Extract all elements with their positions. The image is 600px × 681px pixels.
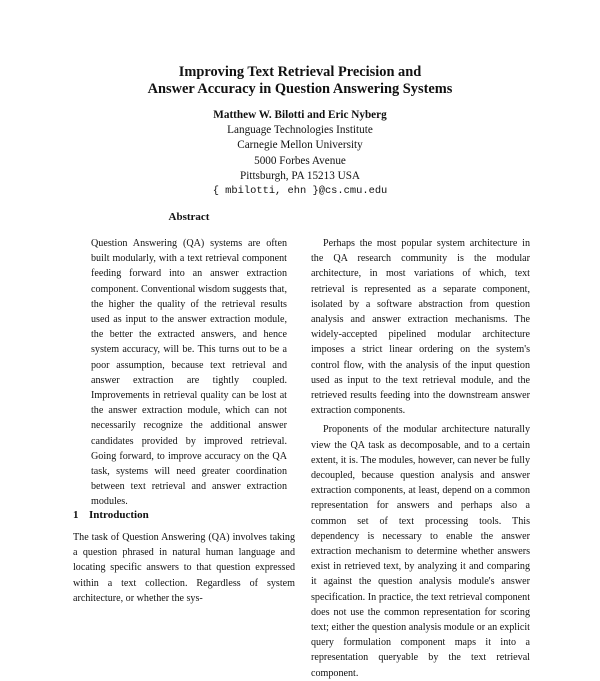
author-emails: { mbilotti, ehn }@cs.cmu.edu [212, 185, 388, 198]
affiliation-institute: Language Technologies Institute [227, 124, 373, 136]
title-line-2: Answer Accuracy in Question Answering Systems [147, 81, 453, 97]
paragraph-architecture: Perhaps the most popular system architecture in the QA research community is the modular architecture, in most variations of which, text retrieval is represented as a separate component, isolated by a software abstraction from question analysis and answer extraction mechanisms. The widely-accepted pipelined modular architecture imposes a strict linear ordering on the system's control flow, with the analysis of the input question used as input to the text retrieval module, and the retrieved results feeding into the downstream answer extraction components. [311, 238, 530, 417]
affiliation-street: 5000 Forbes Avenue [254, 154, 346, 167]
section-heading-introduction [73, 508, 149, 522]
author-names: Matthew W. Bilotti and Eric Nyberg [213, 109, 387, 121]
affiliation-university: Carnegie Mellon University [237, 139, 363, 152]
abstract-heading: Abstract [168, 211, 210, 223]
abstract-text: Question Answering (QA) systems are often built modularly, with a text retrieval component feeding forward into an answer extraction component. Conventional wisdom suggests that, the higher the quality of the retrieval results used as input to the answer extraction module, the better the extracted answers, and hence system accuracy, will be. This turns out to be a poor assumption, because text retrieval and answer extraction are tightly coupled. Improvements in retrieval quality can be lost at the answer extraction module, which can not necessarily recognize the additional answer candidates provided by improved retrieval. Going forward, to improve accuracy on the QA task, systems will need greater coordination between text retrieval and answer extraction modules. [91, 238, 287, 508]
paper-title [0, 64, 600, 98]
introduction-text: The task of Question Answering (QA) involves taking a question phrased in natural human language and locating specific answers to that question expressed within a text collection. Regardless of system architecture, or whether the sys- [73, 532, 295, 604]
affiliation-city: Pittsburgh, PA 15213 USA [240, 169, 360, 182]
right-column [311, 236, 530, 681]
title-line-1: Improving Text Retrieval Precision and [178, 64, 422, 80]
section-title: Introduction [89, 509, 149, 521]
abstract-section [89, 210, 289, 510]
paragraph-proponents: Proponents of the modular architecture naturally view the QA task as decomposable, and to a certain extent, it is. The modules, however, can never be fully decoupled, because question analysis and answer extraction components, at least, depend on a common representation for answers and perhaps also a common set of text processing tools. This dependency is necessary to enable the answer extraction mechanism to determine whether answers exist in retrieved text, by analyzing it and comparing it against the question analysis module's answer specification. In practice, the text retrieval component does not use the common representation for scoring text; either the question analysis module or an explicit query formulation component maps it into a representation queryable by the text retrieval component. [311, 424, 530, 679]
affiliation-block [0, 123, 600, 199]
section-number: 1 [73, 509, 79, 521]
